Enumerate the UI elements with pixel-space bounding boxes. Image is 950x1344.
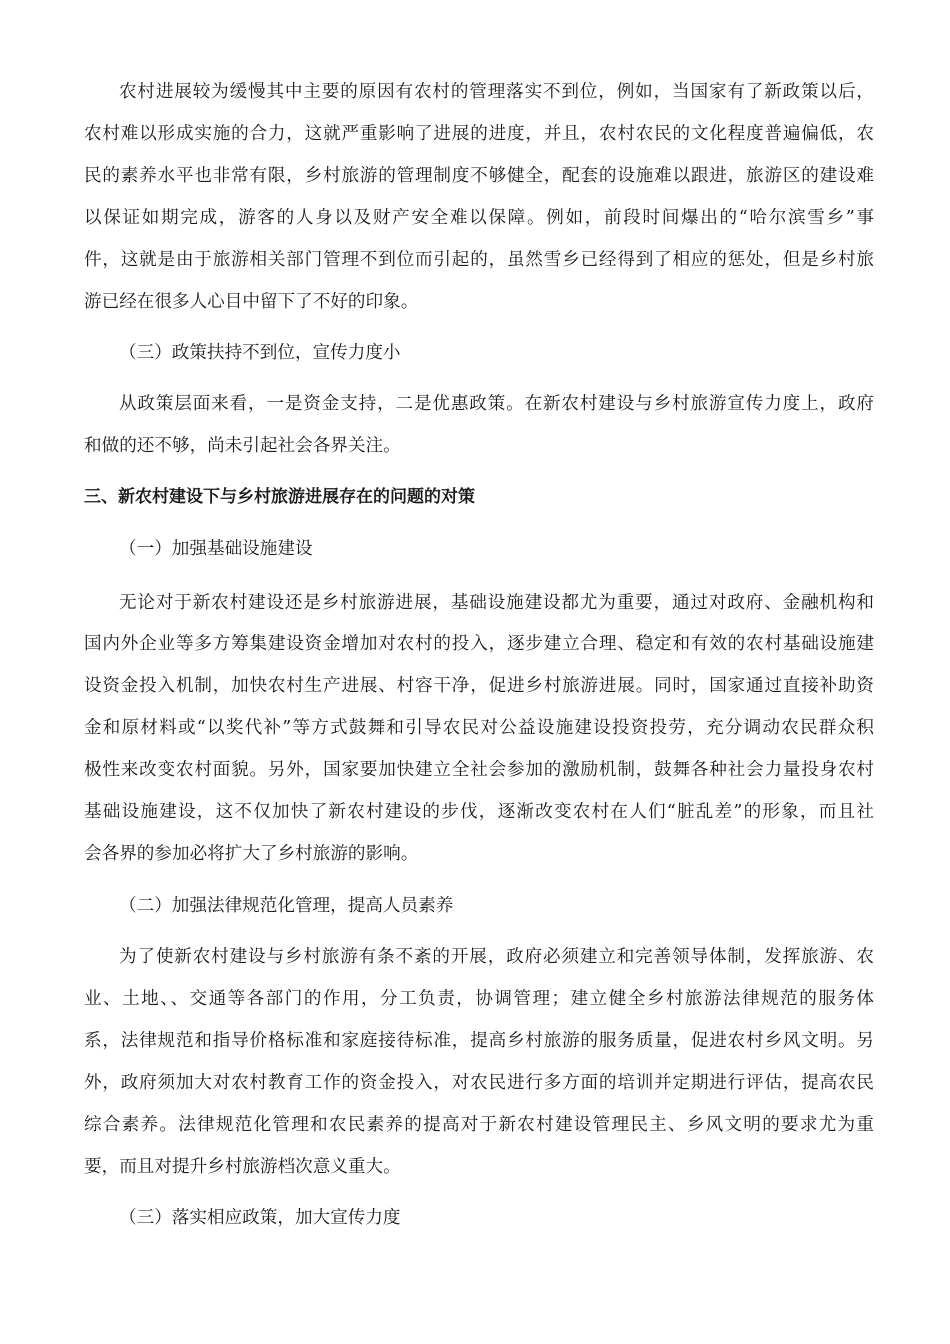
paragraph-line: 以保证如期完成，游客的人身以及财产安全难以保障。例如，前段时间爆出的“哈尔滨雪乡”事 (84, 208, 874, 228)
paragraph-line: 和做的还不够，尚未引起社会各界关注。 (84, 436, 401, 456)
paragraph-line: 系，法律规范和指导价格标准和家庭接待标准，提高乡村旅游的服务质量，促进农村乡风文明。另 (84, 1031, 874, 1051)
subheading-law: （二）加强法律规范化管理，提高人员素养 (119, 896, 454, 916)
paragraph-line: 极性来改变农村面貌。另外，国家要加快建立全社会参加的激励机制，鼓舞各种社会力量投身农村 (84, 760, 874, 780)
paragraph-line: 要，而且对提升乡村旅游档次意义重大。 (84, 1157, 401, 1177)
paragraph-line: 为了使新农村建设与乡村旅游有条不紊的开展，政府必须建立和完善领导体制，发挥旅游、农 (119, 947, 874, 967)
paragraph-line: 会各界的参加必将扩大了乡村旅游的影响。 (84, 844, 419, 864)
paragraph-line: 从政策层面来看，一是资金支持，二是优惠政策。在新农村建设与乡村旅游宣传力度上，政府 (119, 394, 874, 414)
paragraph-line: 游已经在很多人心目中留下了不好的印象。 (84, 292, 419, 312)
paragraph-line: 金和原材料或“以奖代补”等方式鼓舞和引导农民对公益设施建设投资投劳，充分调动农民群众积 (84, 718, 874, 738)
paragraph-line: 无论对于新农村建设还是乡村旅游进展，基础设施建设都尤为重要，通过对政府、金融机构和 (119, 593, 874, 613)
paragraph-line: 设资金投入机制，加快农村生产进展、村容干净，促进乡村旅游进展。同时，国家通过直接补助资 (84, 676, 874, 696)
paragraph-line: 农村进展较为缓慢其中主要的原因有农村的管理落实不到位，例如，当国家有了新政策以后， (119, 82, 874, 102)
subheading-policy: （三）政策扶持不到位，宣传力度小 (119, 343, 401, 363)
paragraph-line: 民的素养水平也非常有限，乡村旅游的管理制度不够健全，配套的设施难以跟进，旅游区的建设难 (84, 166, 874, 186)
paragraph-line: 外，政府须加大对农村教育工作的资金投入，对农民进行多方面的培训并定期进行评估，提高农民 (84, 1073, 874, 1093)
paragraph-line: 国内外企业等多方筹集建设资金增加对农村的投入，逐步建立合理、稳定和有效的农村基础设施建 (84, 634, 874, 654)
paragraph-line: 农村难以形成实施的合力，这就严重影响了进展的进度，并且，农村农民的文化程度普遍偏低，农 (84, 124, 874, 144)
paragraph-line: 基础设施建设，这不仅加快了新农村建设的步伐，逐渐改变农村在人们“脏乱差”的形象，而且社 (84, 802, 874, 822)
subheading-infrastructure: （一）加强基础设施建设 (119, 539, 313, 559)
subheading-implement: （三）落实相应政策，加大宣传力度 (119, 1208, 401, 1228)
paragraph-line: 业、土地、、交通等各部门的作用，分工负责，协调管理；建立健全乡村旅游法律规范的服务体 (84, 989, 874, 1009)
section-heading: 三、新农村建设下与乡村旅游进展存在的问题的对策 (84, 487, 475, 507)
paragraph-line: 综合素养。法律规范化管理和农民素养的提高对于新农村建设管理民主、乡风文明的要求尤为重 (84, 1115, 874, 1135)
paragraph-line: 件，这就是由于旅游相关部门管理不到位而引起的，虽然雪乡已经得到了相应的惩处，但是乡村旅 (84, 250, 874, 270)
